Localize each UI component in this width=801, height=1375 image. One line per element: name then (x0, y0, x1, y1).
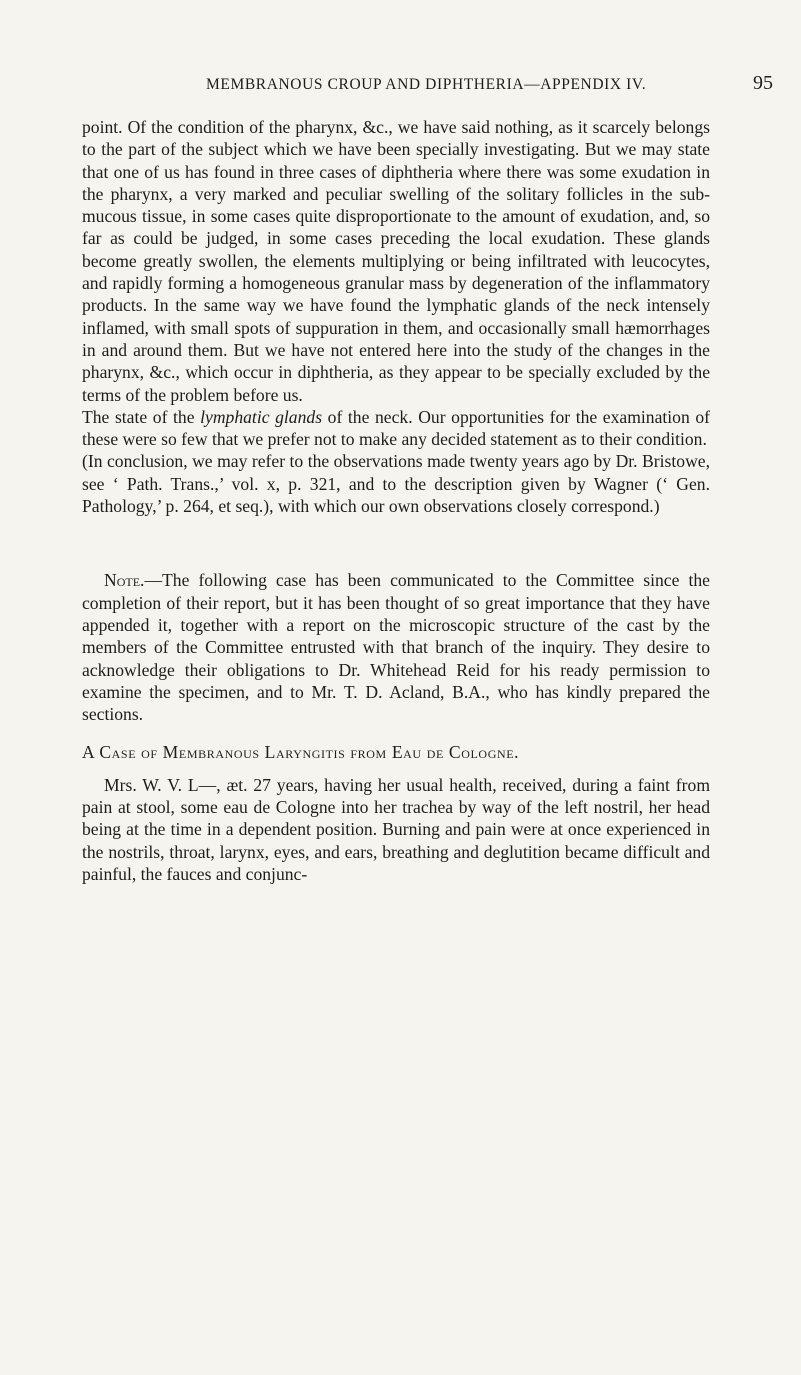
paragraph-conclusion: (In conclusion, we may refer to the observations made twenty years ago by Dr. Bristowe, see ‘ Path. Trans.,’ vol. x, p. 321, and to the description given by Wagner (‘ Gen. Pathology,’ p. 264, et seq.), with which our own observations closely correspond.) (82, 451, 710, 517)
note-label: Note. (104, 570, 145, 591)
page-number: 95 (753, 72, 773, 94)
section-gap (82, 517, 710, 569)
paragraph-pharynx: point. Of the condition of the pharynx, &c., we have said nothing, as it scarcely belongs to the part of the subject which we have been specially investigating. But we may state that one of us has found in three cases of diphtheria where there was some exudation in the pharynx, a very marked and peculiar swelling of the solitary follicles in the sub-mucous tissue, in some cases quite disproportionate to the amount of exudation, and, so far as could be judged, in some cases preceding the local exudation. These glands become greatly swollen, the elements multiplying or being infiltrated with leucocytes, and rapidly forming a homogeneous granular mass by degeneration of the inflammatory products. In the same way we have found the lymphatic glands of the neck intensely inflamed, with small spots of suppuration in them, and occasionally small hæmorrhages in and around them. But we have not entered here into the study of the changes in the pharynx, &c., which occur in diphtheria, as they appear to be specially excluded by the terms of the problem before us. (82, 117, 710, 405)
running-title: MEMBRANOUS CROUP AND DIPHTHERIA—APPENDIX IV. (206, 76, 647, 93)
case-paragraph: Mrs. W. V. L—, æt. 27 years, having her usual health, received, during a faint from pain at stool, some eau de Cologne into her trachea by way of the left nostril, her head being at the time in a dependent position. Burning and pain were at once experienced in the nostrils, throat, larynx, eyes, and ears, breathing and deglutition became difficult and painful, the fauces and conjunc- (82, 774, 710, 884)
running-header (206, 72, 773, 95)
p2-after: of the neck. Our opportunities for the examination of these were so few that we prefer not to make any decided statement as to their condition. (82, 406, 711, 450)
note-text: —The following case has been communicated to the Committee since the completion of their report, but it has been thought of so great importance that they have appended it, together with a report on the microscopic structure of the cast by the members of the Committee entrusted with that branch of the inquiry. They desire to acknowledge their obligations to Dr. Whitehead Reid for his ready permission to examine the specimen, and to Mr. T. D. Acland, B.A., who has kindly prepared the sections. (82, 570, 710, 725)
case-heading: A Case of Membranous Laryngitis from Eau de Cologne. (82, 742, 520, 763)
p2-before: The state of the (82, 406, 201, 427)
paragraph-lymphatic-glands (82, 406, 710, 451)
page-body (82, 116, 710, 885)
p2-italic: lymphatic glands (200, 406, 323, 427)
note-paragraph (82, 569, 710, 725)
